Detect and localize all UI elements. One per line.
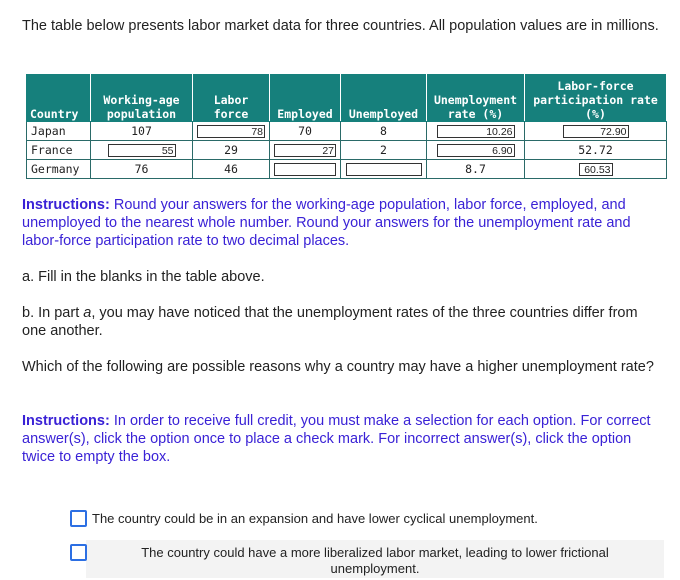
lfpr-input[interactable]: 60.53 xyxy=(579,163,613,176)
unemployed-value: 8 xyxy=(341,121,427,140)
selection-instructions: Instructions: In order to receive full credit, you must make a selection for each option. For correct answer(s), click the option once to place a check mark. For incorrect answer(s), click the option twice to empty the box. xyxy=(22,413,651,465)
country-cell: Japan xyxy=(27,121,91,140)
employed-cell xyxy=(270,140,341,159)
employed-value: 70 xyxy=(270,121,341,140)
header-unemployed: Unemployed xyxy=(341,74,427,121)
rounding-instructions: Instructions: Round your answers for the working-age population, labor force, employed, and unemployed to the nearest whole number. Round your answers for the unemployment rate and labor-force participation rate to two decimal places. xyxy=(22,197,631,249)
header-unemployment-rate: Unemployment rate (%) xyxy=(427,74,525,121)
question-text: Which of the following are possible reasons why a country may have a higher unemployment rate? xyxy=(22,359,654,375)
unemployment-rate-value: 8.7 xyxy=(427,159,525,178)
option-1-label[interactable]: The country could be in an expansion and have lower cyclical unemployment. xyxy=(92,511,538,526)
unemployment-rate-input[interactable]: 10.26 xyxy=(437,125,515,138)
header-labor-force: Labor force xyxy=(193,74,270,121)
employed-input[interactable]: 27 xyxy=(274,144,336,157)
header-country: Country xyxy=(27,74,91,121)
table-row-japan xyxy=(27,121,667,140)
working-age-cell xyxy=(91,140,193,159)
part-a-text: a. Fill in the blanks in the table above. xyxy=(22,269,265,285)
unemployed-cell xyxy=(341,159,427,178)
employed-cell xyxy=(270,159,341,178)
unemployed-input[interactable] xyxy=(346,163,422,176)
labor-force-cell xyxy=(193,121,270,140)
working-age-value: 107 xyxy=(91,121,193,140)
table-header-row xyxy=(27,74,667,121)
lfpr-cell xyxy=(525,121,667,140)
unemployment-rate-cell xyxy=(427,140,525,159)
country-cell: Germany xyxy=(27,159,91,178)
header-employed: Employed xyxy=(270,74,341,121)
lfpr-input[interactable]: 72.90 xyxy=(563,125,629,138)
working-age-value: 76 xyxy=(91,159,193,178)
header-working-age: Working-age population xyxy=(91,74,193,121)
country-cell: France xyxy=(27,140,91,159)
unemployment-rate-input[interactable]: 6.90 xyxy=(437,144,515,157)
intro-text: The table below presents labor market data for three countries. All population values are in millions. xyxy=(22,18,659,34)
header-lfpr: Labor-force participation rate (%) xyxy=(525,74,667,121)
employed-input[interactable] xyxy=(274,163,336,176)
labor-force-input[interactable]: 78 xyxy=(197,125,265,138)
part-b-text: b. In part a, you may have noticed that the unemployment rates of the three countries differ from one another. xyxy=(22,305,638,339)
option-1-checkbox[interactable] xyxy=(70,510,87,527)
unemployed-value: 2 xyxy=(341,140,427,159)
option-2-checkbox[interactable] xyxy=(70,544,87,561)
lfpr-cell xyxy=(525,159,667,178)
lfpr-value: 52.72 xyxy=(525,140,667,159)
table-row-france xyxy=(27,140,667,159)
option-2-label[interactable]: The country could have a more liberalized labor market, leading to lower frictional unemployment. xyxy=(141,545,609,576)
labor-market-table xyxy=(26,74,667,179)
unemployment-rate-cell xyxy=(427,121,525,140)
labor-force-value: 29 xyxy=(193,140,270,159)
labor-force-value: 46 xyxy=(193,159,270,178)
working-age-input[interactable]: 55 xyxy=(108,144,176,157)
table-row-germany xyxy=(27,159,667,178)
